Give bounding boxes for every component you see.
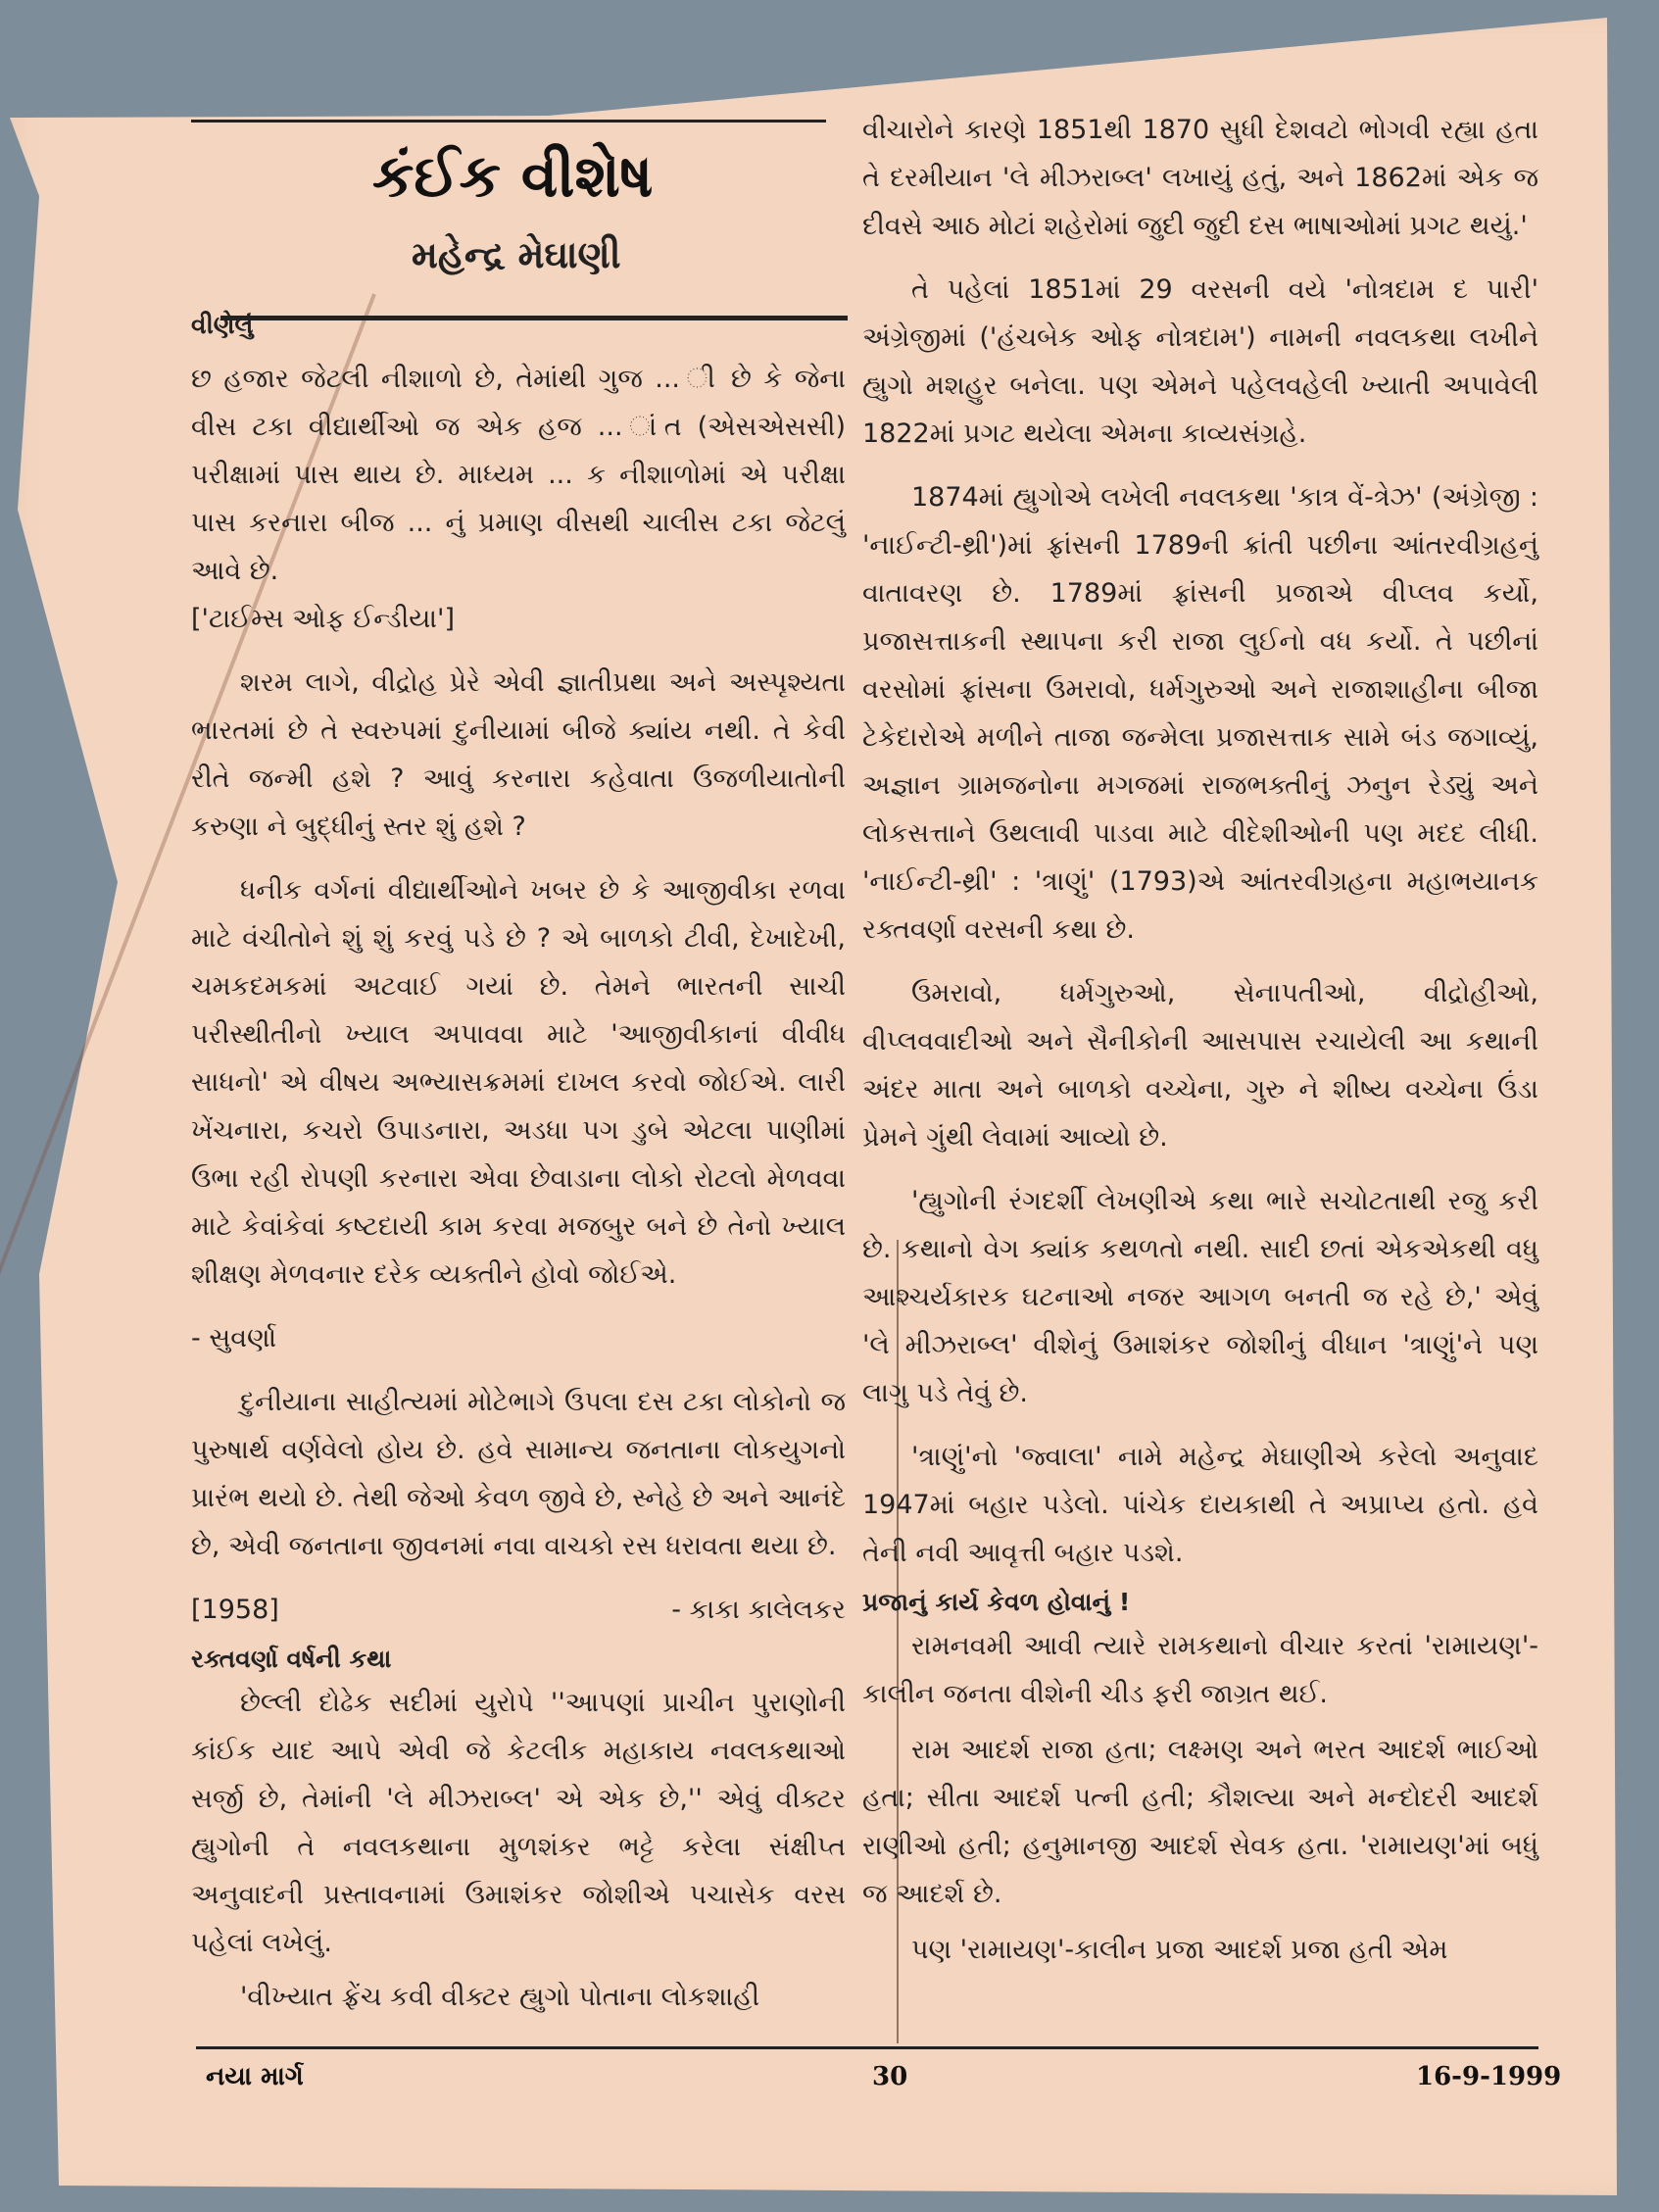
year-citation-row [191,1586,846,1634]
paragraph: તે પહેલાં 1851માં 29 વરસની વયે 'નોત્રદામ દ પારી' અંગ્રેજીમાં ('હંચબેક ઓફ નોત્રદામ') નામની નવલકથા લખીને હ્યુગો મશહુર બનેલા. પણ એમને પહેલવહેલી ખ્યાતી અપાવેલી 1822માં પ્રગટ થયેલા એમના કાવ્યસંગ્રહે. [862,274,1538,449]
section-title-raktavarna: રક્તવર્ણા વર્ષની કથા [191,1645,392,1673]
paragraph: રામ આદર્શ રાજા હતા; લક્ષ્મણ અને ભરત આદર્શ ભાઈઓ હતા; સીતા આદર્શ પત્ની હતી; કૌશલ્યા અને મન્દોદરી આદર્શ રાણીઓ હતી; હનુમાનજી આદર્શ સેવક હતા. 'રામાયણ'માં બધું જ આદર્શ છે. [862,1735,1538,1909]
author-name: મહેન્દ્ર મેઘાણી [412,233,621,276]
footer-rule [196,2046,1538,2049]
paragraph: છ હજાર જેટલી નીશાળો છે, તેમાંથી ગુજ ... ી છે કે જેના વીસ ટકા વીદ્યાર્થીઓ જ એક હજ ... ાંત (એસએસસી) પરીક્ષામાં પાસ થાય છે. માધ્યમ ... ક નીશાળોમાં એ પરીક્ષા પાસ કરનારા બીજ ... નું પ્રમાણ વીસથી ચાલીસ ટકા જેટલું આવે છે. [191,364,846,586]
citation: ['ટાઈમ્સ ઓફ ઈન્ડીયા'] [191,604,455,634]
paragraph: પણ 'રામાયણ'-કાલીન પ્રજા આદર્શ પ્રજા હતી એમ [911,1935,1448,1965]
citation: - સુવર્ણા [191,1323,277,1353]
paragraph: વીચારોને કારણે 1851થી 1870 સુધી દેશવટો ભોગવી રહ્યા હતા તે દરમીયાન 'લે મીઝરાબ્લ' લખાયું હતું, અને 1862માં એક જ દીવસે આઠ મોટાં શહેરોમાં જુદી જુદી દસ ભાષાઓમાં પ્રગટ થયું.' [862,115,1538,241]
section-title-praja: પ્રજાનું કાર્ય કેવળ હોવાનું ! [862,1588,1131,1616]
section-rule [220,316,848,320]
paragraph: 'ત્રાણું'નો 'જ્વાલા' નામે મહેન્દ્ર મેઘાણીએ કરેલો અનુવાદ 1947માં બહાર પડેલો. પાંચેક દાયકાથી તે અપ્રાપ્ય હતો. હવે તેની નવી આવૃત્તી બહાર પડશે. [862,1442,1538,1568]
paragraph: દુનીયાના સાહીત્યમાં મોટેભાગે ઉપલા દસ ટકા લોકોનો જ પુરુષાર્થ વર્ણવેલો હોય છે. હવે સામાન્ય જનતાના લોકયુગનો પ્રારંભ થયો છે. તેથી જેઓ કેવળ જીવે છે, સ્નેહે છે અને આનંદે છે, એવી જનતાના જીવનમાં નવા વાચકો રસ ધરાવતા થયા છે. [191,1387,846,1561]
paragraph: 'વીખ્યાત ફ્રેંચ કવી વીક્ટર હ્યુગો પોતાના લોકશાહી [240,1982,760,2012]
paragraph: શરમ લાગે, વીદ્રોહ પ્રેરે એવી જ્ઞાતીપ્રથા અને અસ્પૃશ્યતા ભારતમાં છે તે સ્વરુપમાં દુનીયામાં બીજે ક્યાંય નથી. તે કેવી રીતે જન્મી હશે ? આવું કરનારા કહેવાતા ઉજળીયાતોની કરુણા ને બુદ્ધીનું સ્તર શું હશે ? [191,667,846,842]
year-label: [1958] [191,1595,279,1625]
publication-name: નયા માર્ગ [206,2062,304,2091]
citation: - કાકા કાલેલકર [671,1595,846,1625]
paragraph: રામનવમી આવી ત્યારે રામકથાનો વીચાર કરતાં 'રામાયણ'-કાલીન જનતા વીશેની ચીડ ફરી જાગ્રત થઈ. [862,1631,1538,1709]
paragraph: ઉમરાવો, ધર્મગુરુઓ, સેનાપતીઓ, વીદ્રોહીઓ, વીપ્લવવાદીઓ અને સૈનીકોની આસપાસ રચાયેલી આ કથાની અંદર માતા અને બાળકો વચ્ચેના, ગુરુ ને શીષ્ય વચ્ચેના ઉંડા પ્રેમને ગુંથી લેવામાં આવ્યો છે. [862,978,1538,1153]
issue-date: 16-9-1999 [1416,2062,1562,2091]
paragraph: 'હ્યુગોની રંગદર્શી લેખણીએ કથા ભારે સચોટતાથી રજુ કરી છે. કથાનો વેગ ક્યાંક કથળતો નથી. સાદી છતાં એકએકથી વધુ આશ્ચર્યકારક ઘટનાઓ નજર આગળ બનતી જ રહે છે,' એવું 'લે મીઝરાબ્લ' વીશેનું ઉમાશંકર જોશીનું વીધાન 'ત્રાણું'ને પણ લાગુ પડે તેવું છે. [862,1186,1538,1408]
paragraph: છેલ્લી દોઢેક સદીમાં યુરોપે ''આપણાં પ્રાચીન પુરાણોની કાંઈક યાદ આપે એવી જે કેટલીક મહાકાય નવલકથાઓ સર્જી છે, તેમાંની 'લે મીઝરાબ્લ' એ એક છે,'' એવું વીક્ટર હ્યુગોની તે નવલકથાના મુળશંકર ભટ્ટે કરેલા સંક્ષીપ્ત અનુવાદની પ્રસ્તાવનામાં ઉમાશંકર જોશીએ પચાસેક વરસ પહેલાં લખેલું. [191,1688,846,1958]
paragraph: 1874માં હ્યુગોએ લખેલી નવલકથા 'કાત્ર વેં-ત્રેઝ' (અંગ્રેજી : 'નાઈન્ટી-થ્રી')માં ફ્રાંસની 1789ની ક્રાંતી પછીના આંતરવીગ્રહનું વાતાવરણ છે. 1789માં ફ્રાંસની પ્રજાએ વીપ્લવ કર્યો, પ્રજાસત્તાકની સ્થાપના કરી રાજા લુઈનો વધ કર્યો. તે પછીનાં વરસોમાં ફ્રાંસના ઉમરાવો, ધર્મગુરુઓ અને રાજાશાહીના બીજા ટેકેદારોએ મળીને તાજા જન્મેલા પ્રજાસત્તાક સામે બંડ જગાવ્યું, અજ્ઞાન ગ્રામજનોના મગજમાં રાજભક્તીનું ઝનુન રેડ્યું અને લોકસત્તાને ઉથલાવી પાડવા માટે વીદેશીઓની પણ મદદ લીધી. 'નાઈન્ટી-થ્રી' : 'ત્રાણું' (1793)એ આંતરવીગ્રહના મહાભયાનક રક્તવર્ણા વરસની કથા છે. [862,482,1538,945]
paragraph: ધનીક વર્ગનાં વીદ્યાર્થીઓને ખબર છે કે આજીવીકા રળવા માટે વંચીતોને શું શું કરવું પડે છે ? એ બાળકો ટીવી, દેખાદેખી, ચમકદમકમાં અટવાઈ ગયાં છે. તેમને ભારતની સાચી પરીસ્થીતીનો ખ્યાલ અપાવવા માટે 'આજીવીકાનાં વીવીધ સાધનો' એ વીષય અભ્યાસક્રમમાં દાખલ કરવો જોઈએ. લારી ખેંચનારા, કચરો ઉપાડનારા, અડધા પગ ડુબે એટલા પાણીમાં ઉભા રહી રોપણી કરનારા એવા છેવાડાના લોકો રોટલો મેળવવા માટે કેવાંકેવાં કષ્ટદાયી કામ કરવા મજબુર બને છે તેનો ખ્યાલ શીક્ષણ મેળવનાર દરેક વ્યક્તીને હોવો જોઈએ. [191,875,846,1290]
left-column [191,311,846,2021]
right-column [862,106,1538,1974]
section-title-vinelu: વીણેલું [191,311,254,339]
page-title: કંઈક વીશેષ [372,142,654,211]
title-top-rule [191,120,826,123]
page-number: 30 [872,2062,908,2091]
